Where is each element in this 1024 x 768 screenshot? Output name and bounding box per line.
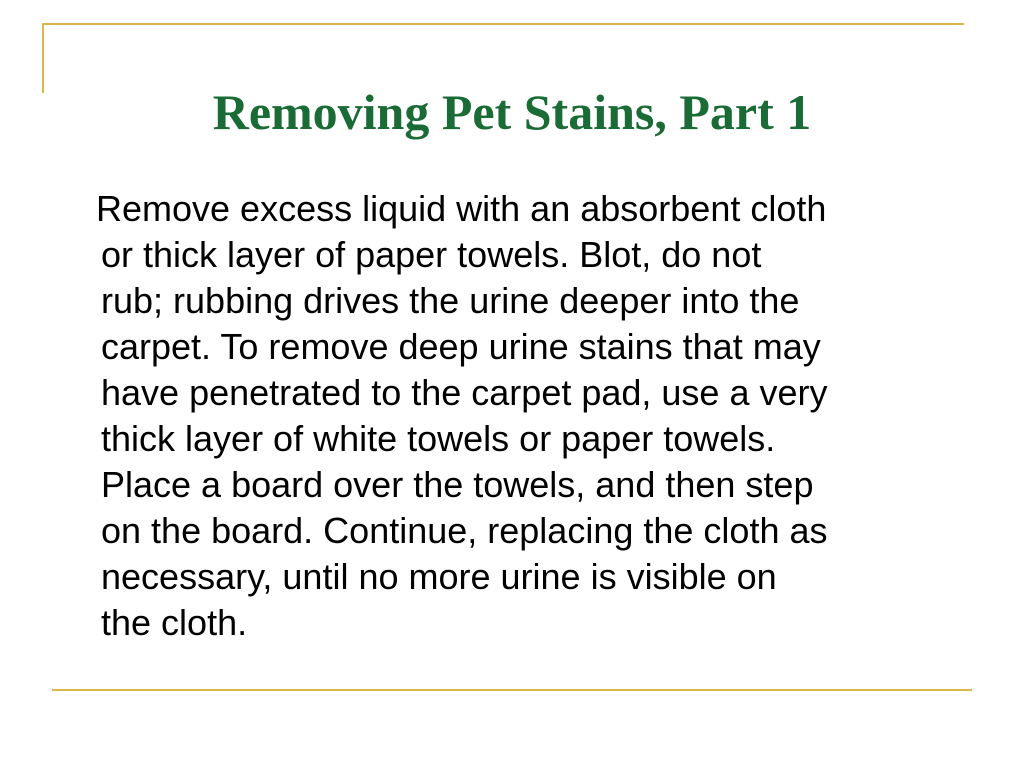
body-line: or thick layer of paper towels. Blot, do not bbox=[101, 234, 762, 275]
slide-body bbox=[96, 186, 981, 646]
top-rule bbox=[42, 23, 964, 25]
body-line: thick layer of white towels or paper towels. bbox=[101, 418, 776, 459]
body-line: have penetrated to the carpet pad, use a very bbox=[101, 372, 828, 413]
body-line: on the board. Continue, replacing the cloth as bbox=[101, 510, 828, 551]
body-line: carpet. To remove deep urine stains that may bbox=[101, 326, 821, 367]
body-line: rub; rubbing drives the urine deeper into the bbox=[101, 280, 800, 321]
body-line: the cloth. bbox=[101, 602, 248, 643]
bottom-rule bbox=[52, 689, 972, 691]
body-line: necessary, until no more urine is visible on bbox=[101, 556, 777, 597]
body-line: Remove excess liquid with an absorbent cloth bbox=[96, 188, 827, 229]
body-line: Place a board over the towels, and then step bbox=[101, 464, 814, 505]
slide-title: Removing Pet Stains, Part 1 bbox=[212, 83, 812, 140]
